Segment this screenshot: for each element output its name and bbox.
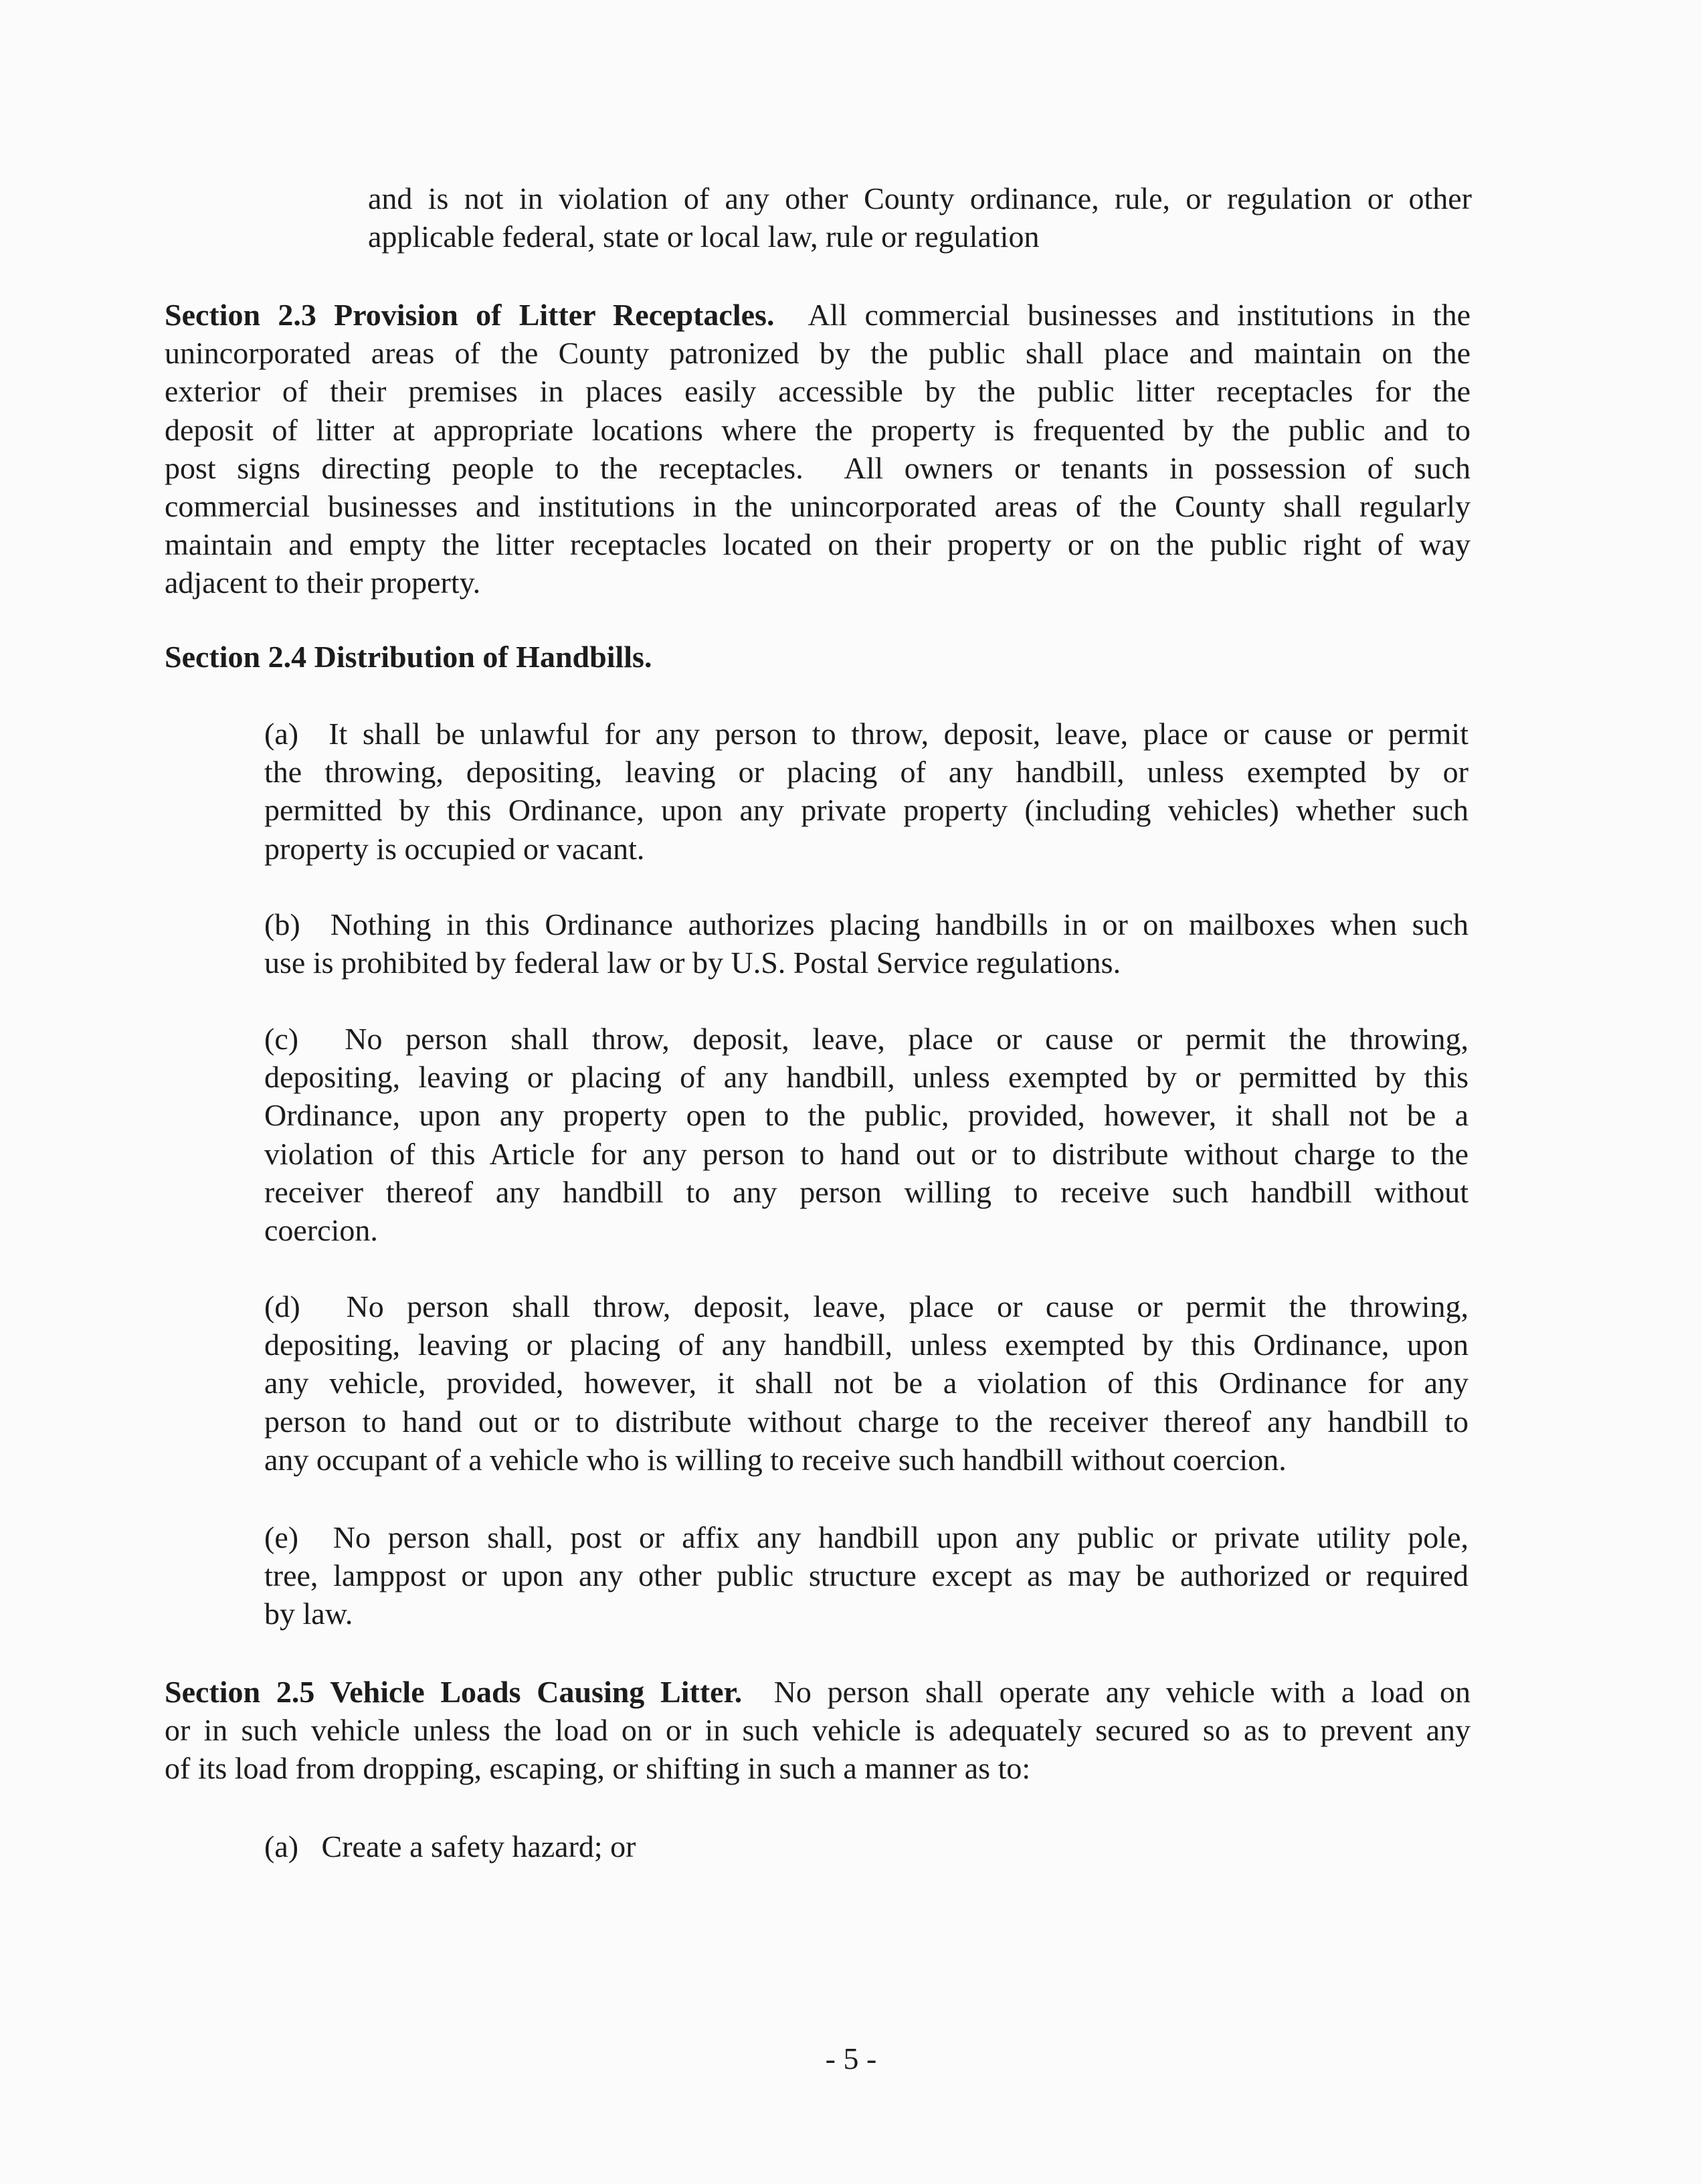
line-text: (d) No person shall throw, deposit, leave, place or cause or permit the throwing, bbox=[264, 1289, 1469, 1324]
page-number: - 5 - bbox=[825, 2041, 877, 2076]
text-line bbox=[165, 411, 1471, 449]
text-line bbox=[264, 943, 1469, 982]
line-text: applicable federal, state or local law, rule or regulation bbox=[368, 219, 1040, 254]
text-line bbox=[264, 905, 1469, 943]
text-line bbox=[264, 1287, 1469, 1326]
text-line bbox=[264, 830, 1469, 868]
line-text: receiver thereof any handbill to any person willing to receive such handbill without bbox=[264, 1174, 1469, 1209]
line-text: (e) No person shall, post or affix any handbill upon any public or private utility pole, bbox=[264, 1520, 1469, 1554]
line-text: any occupant of a vehicle who is willing to receive such handbill without coercion. bbox=[264, 1442, 1287, 1477]
line-text: All commercial businesses and institutions in the bbox=[774, 298, 1471, 332]
text-line bbox=[368, 217, 1472, 256]
line-text: (a) Create a safety hazard; or bbox=[264, 1829, 636, 1863]
section-heading: Section 2.5 Vehicle Loads Causing Litter. bbox=[165, 1675, 743, 1709]
text-line bbox=[264, 1364, 1469, 1402]
section-2-5-a bbox=[264, 1827, 1469, 1865]
text-line bbox=[264, 1402, 1469, 1441]
text-line bbox=[165, 334, 1471, 372]
text-line bbox=[264, 1518, 1469, 1556]
section-2-5-paragraph bbox=[165, 1673, 1471, 1788]
continuation-paragraph bbox=[368, 179, 1472, 256]
text-line bbox=[264, 1326, 1469, 1364]
line-text: use is prohibited by federal law or by U.S. Postal Service regulations. bbox=[264, 945, 1121, 980]
text-line bbox=[264, 791, 1469, 829]
text-line bbox=[264, 1135, 1469, 1173]
line-text: commercial businesses and institutions in the unincorporated areas of the County shall regularly bbox=[165, 489, 1471, 524]
text-line bbox=[264, 1556, 1469, 1595]
section-2-3-paragraph bbox=[165, 296, 1471, 602]
text-line bbox=[264, 1211, 1469, 1249]
text-line bbox=[165, 1749, 1471, 1787]
section-heading: Section 2.3 Provision of Litter Receptacles. bbox=[165, 298, 775, 332]
text-line bbox=[368, 179, 1472, 217]
line-text: (a) It shall be unlawful for any person to throw, deposit, leave, place or cause or permit bbox=[264, 717, 1469, 751]
line-text: unincorporated areas of the County patronized by the public shall place and maintain on the bbox=[165, 336, 1471, 371]
line-text: by law. bbox=[264, 1597, 353, 1631]
line-text: the throwing, depositing, leaving or placing of any handbill, unless exempted by or bbox=[264, 755, 1469, 790]
line-text: violation of this Article for any person to hand out or to distribute without charge to the bbox=[264, 1136, 1469, 1171]
line-text: deposit of litter at appropriate locations where the property is frequented by the public and to bbox=[165, 412, 1471, 447]
text-line bbox=[165, 1673, 1471, 1711]
line-text: permitted by this Ordinance, upon any private property (including vehicles) whether such bbox=[264, 793, 1469, 828]
text-line bbox=[165, 525, 1471, 563]
text-line bbox=[264, 1020, 1469, 1058]
line-text: post signs directing people to the receptacles. All owners or tenants in possession of such bbox=[165, 450, 1471, 485]
text-line bbox=[165, 296, 1471, 334]
text-line bbox=[264, 1173, 1469, 1211]
line-text: property is occupied or vacant. bbox=[264, 831, 645, 866]
line-text: No person shall operate any vehicle with a load on bbox=[742, 1675, 1471, 1709]
text-line bbox=[264, 1096, 1469, 1134]
line-text: exterior of their premises in places easily accessible by the public litter receptacles for the bbox=[165, 374, 1471, 409]
section-2-4-c bbox=[264, 1020, 1469, 1249]
line-text: or in such vehicle unless the load on or in such vehicle is adequately secured so as to prevent any bbox=[165, 1713, 1471, 1748]
text-line bbox=[165, 487, 1471, 525]
section-2-4-heading bbox=[165, 638, 1471, 676]
text-line bbox=[165, 563, 1471, 602]
section-2-4-a bbox=[264, 715, 1469, 868]
line-text: coercion. bbox=[264, 1213, 378, 1248]
line-text: depositing, leaving or placing of any handbill, unless exempted by or permitted by this bbox=[264, 1060, 1469, 1095]
line-text: maintain and empty the litter receptacles located on their property or on the public right of way bbox=[165, 527, 1471, 562]
line-text: person to hand out or to distribute without charge to the receiver thereof any handbill to bbox=[264, 1404, 1469, 1439]
section-2-4-e bbox=[264, 1518, 1469, 1633]
line-text: (b) Nothing in this Ordinance authorizes placing handbills in or on mailboxes when such bbox=[264, 907, 1469, 941]
section-heading: Section 2.4 Distribution of Handbills. bbox=[165, 640, 652, 674]
text-line bbox=[264, 715, 1469, 753]
text-line bbox=[165, 449, 1471, 487]
line-text: adjacent to their property. bbox=[165, 565, 481, 600]
text-line bbox=[165, 372, 1471, 410]
line-text: Ordinance, upon any property open to the public, provided, however, it shall not be a bbox=[264, 1098, 1469, 1133]
text-line bbox=[165, 638, 1471, 676]
line-text: (c) No person shall throw, deposit, leave, place or cause or permit the throwing, bbox=[264, 1022, 1469, 1056]
line-text: depositing, leaving or placing of any handbill, unless exempted by this Ordinance, upon bbox=[264, 1328, 1469, 1362]
text-line bbox=[165, 1711, 1471, 1749]
line-text: of its load from dropping, escaping, or shifting in such a manner as to: bbox=[165, 1751, 1031, 1786]
text-line bbox=[264, 1827, 1469, 1865]
text-line bbox=[264, 753, 1469, 791]
text-line bbox=[264, 1058, 1469, 1096]
text-line bbox=[264, 1595, 1469, 1633]
line-text: and is not in violation of any other County ordinance, rule, or regulation or other bbox=[368, 181, 1472, 215]
section-2-4-d bbox=[264, 1287, 1469, 1479]
text-line bbox=[264, 1441, 1469, 1479]
line-text: tree, lamppost or upon any other public structure except as may be authorized or required bbox=[264, 1558, 1469, 1593]
section-2-4-b bbox=[264, 905, 1469, 982]
line-text: any vehicle, provided, however, it shall not be a violation of this Ordinance for any bbox=[264, 1366, 1469, 1400]
